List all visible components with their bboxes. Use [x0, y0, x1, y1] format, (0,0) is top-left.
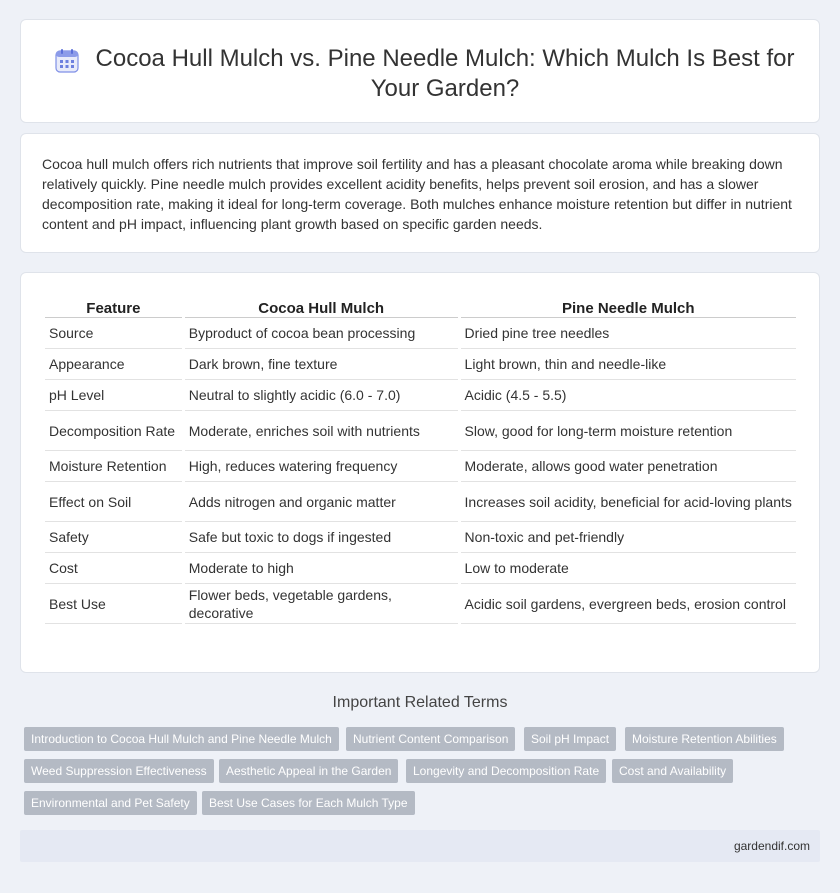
table-row — [45, 318, 796, 349]
related-term-tag[interactable]: Moisture Retention Abilities — [625, 727, 784, 751]
intro-text: Cocoa hull mulch offers rich nutrients that improve soil fertility and has a pleasant chocolate aroma while breaking down relatively quickly. Pine needle mulch provides excellent acidity benefits, helps prevent soil erosion, and has a slower decomposition rate, making it ideal for long-term coverage. Both mulches enhance moisture retention but differ in nutrient content and pH impact, influencing plant growth based on specific garden needs. — [42, 156, 792, 232]
related-term-tag[interactable]: Environmental and Pet Safety — [24, 791, 197, 815]
table-cell: Moderate, allows good water penetration — [461, 451, 796, 482]
footer — [20, 830, 820, 862]
table-cell: High, reduces watering frequency — [185, 451, 458, 482]
table-cell: Safety — [45, 522, 182, 553]
column-header-pine: Pine Needle Mulch — [461, 295, 796, 318]
table-header-row — [45, 295, 796, 318]
table-cell: Slow, good for long-term moisture retention — [461, 411, 796, 451]
footer-site-link[interactable]: gardendif.com — [733, 839, 810, 853]
table-cell: pH Level — [45, 380, 182, 411]
table-cell: Safe but toxic to dogs if ingested — [185, 522, 458, 553]
table-cell: Cost — [45, 553, 182, 584]
table-row — [45, 553, 796, 584]
table-row — [45, 380, 796, 411]
calendar-icon — [54, 48, 80, 74]
page-title: Cocoa Hull Mulch vs. Pine Needle Mulch: Which Mulch Is Best for Your Garden? — [95, 45, 795, 102]
table-cell: Moisture Retention — [45, 451, 182, 482]
table-cell: Non-toxic and pet-friendly — [461, 522, 796, 553]
table-row — [45, 451, 796, 482]
table-cell: Adds nitrogen and organic matter — [185, 482, 458, 522]
table-cell: Acidic (4.5 - 5.5) — [461, 380, 796, 411]
table-row — [45, 522, 796, 553]
column-header-cocoa: Cocoa Hull Mulch — [185, 295, 458, 318]
table-cell: Flower beds, vegetable gardens, decorative — [185, 584, 458, 624]
table-row — [45, 584, 796, 624]
table-row — [45, 482, 796, 522]
header-card — [20, 19, 820, 123]
related-terms-title: Important Related Terms — [332, 694, 508, 711]
table-cell: Byproduct of cocoa bean processing — [185, 318, 458, 349]
related-term-tag[interactable]: Aesthetic Appeal in the Garden — [219, 759, 398, 783]
table-cell: Dried pine tree needles — [461, 318, 796, 349]
table-cell: Dark brown, fine texture — [185, 349, 458, 380]
intro-card — [20, 133, 820, 253]
related-term-tag[interactable]: Introduction to Cocoa Hull Mulch and Pine Needle Mulch — [24, 727, 339, 751]
comparison-card — [20, 272, 820, 673]
related-term-tag[interactable]: Best Use Cases for Each Mulch Type — [202, 791, 415, 815]
table-cell: Decomposition Rate — [45, 411, 182, 451]
comparison-table — [42, 295, 799, 624]
table-cell: Best Use — [45, 584, 182, 624]
table-cell: Moderate to high — [185, 553, 458, 584]
table-cell: Low to moderate — [461, 553, 796, 584]
table-cell: Increases soil acidity, beneficial for acid-loving plants — [461, 482, 796, 522]
table-row — [45, 349, 796, 380]
related-term-tag[interactable]: Soil pH Impact — [524, 727, 616, 751]
related-term-tag[interactable]: Nutrient Content Comparison — [346, 727, 515, 751]
related-term-tag[interactable]: Weed Suppression Effectiveness — [24, 759, 214, 783]
table-cell: Acidic soil gardens, evergreen beds, erosion control — [461, 584, 796, 624]
table-cell: Appearance — [45, 349, 182, 380]
table-row — [45, 411, 796, 451]
related-term-tag[interactable]: Longevity and Decomposition Rate — [406, 759, 606, 783]
related-term-tag[interactable]: Cost and Availability — [612, 759, 733, 783]
column-header-feature: Feature — [45, 295, 182, 318]
table-cell: Light brown, thin and needle-like — [461, 349, 796, 380]
table-cell: Moderate, enriches soil with nutrients — [185, 411, 458, 451]
table-cell: Effect on Soil — [45, 482, 182, 522]
table-cell: Neutral to slightly acidic (6.0 - 7.0) — [185, 380, 458, 411]
table-cell: Source — [45, 318, 182, 349]
